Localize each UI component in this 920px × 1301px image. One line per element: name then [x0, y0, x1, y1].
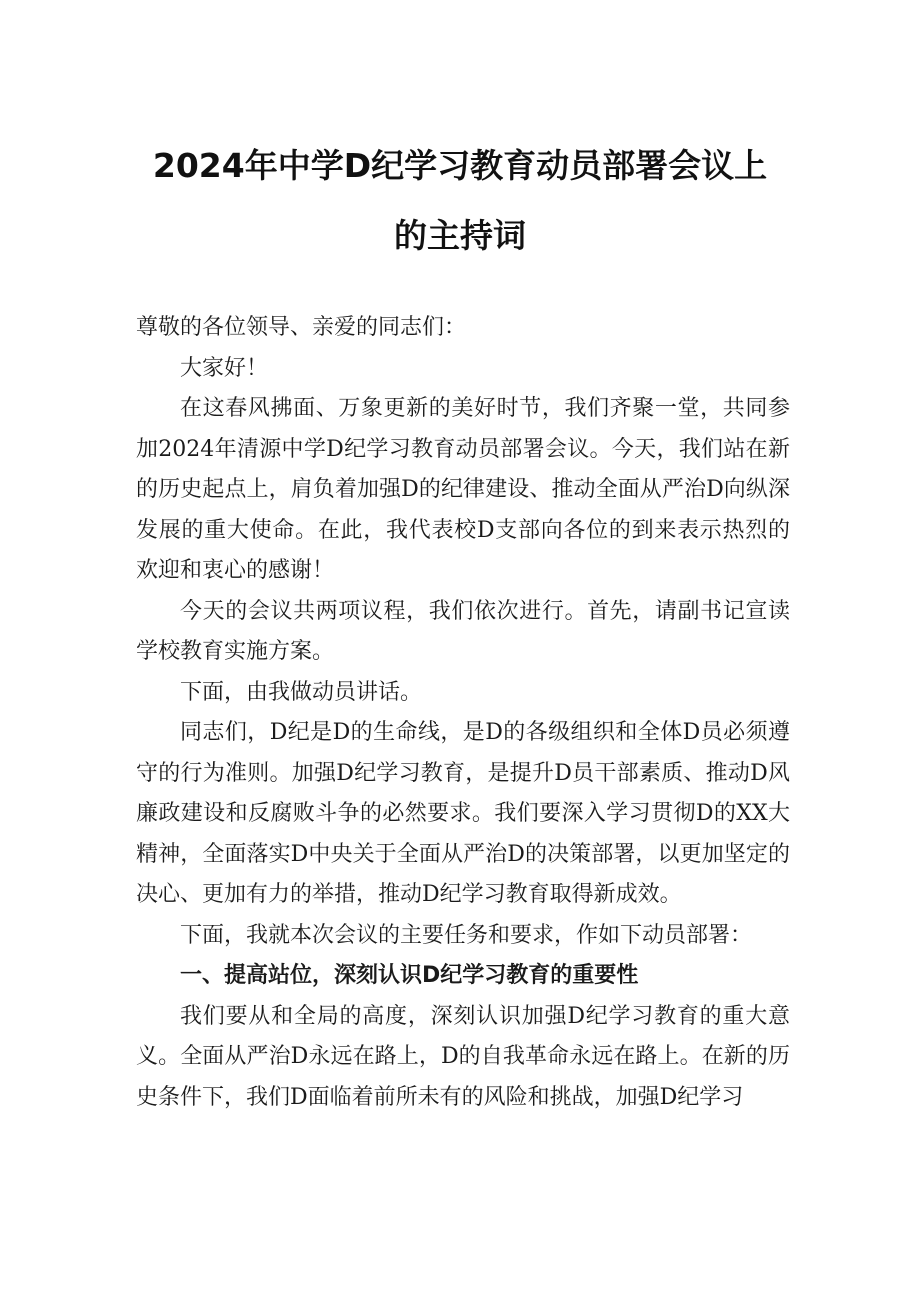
section-paragraph: 我们要从和全局的高度，深刻认识加强D纪学习教育的重大意义。全面从严治D永远在路上，D的自我革命永远在路上。在新的历史条件下，我们D面临着前所未有的风险和挑战，加强D纪学习	[136, 1003, 791, 1110]
document-body	[136, 308, 790, 1118]
salutation: 尊敬的各位领导、亲爱的同志们：	[136, 315, 467, 340]
document-title-line-1: 2024年中学D纪学习教育动员部署会议上	[152, 146, 768, 185]
paragraph: 同志们，D纪是D的生命线，是D的各级组织和全体D员必须遵守的行为准则。加强D纪学习教育，是提升D员干部素质、推动D风廉政建设和反腐败斗争的必然要求。我们要深入学习贯彻D的XX大精神，全面落实D中央关于全面从严治D的决策部署，以更加坚定的决心、更加有力的举措，推动D纪学习教育取得新成效。	[136, 720, 790, 907]
paragraph: 下面，由我做动员讲话。	[180, 679, 423, 705]
paragraph: 在这春风拂面、万象更新的美好时节，我们齐聚一堂，共同参加2024年清源中学D纪学习教育动员部署会议。今天，我们站在新的历史起点上，肩负着加强D的纪律建设、推动全面从严治D向纵深发展的重大使命。在此，我代表校D支部向各位的到来表示热烈的欢迎和衷心的感谢！	[136, 396, 790, 583]
document-title-line-2: 的主持词	[394, 216, 526, 255]
paragraph: 下面，我就本次会议的主要任务和要求，作如下动员部署：	[180, 922, 753, 948]
section-heading: 一、提高站位，深刻认识D纪学习教育的重要性	[180, 963, 639, 988]
paragraph: 今天的会议共两项议程，我们依次进行。首先，请副书记宣读学校教育实施方案。	[136, 598, 790, 664]
greeting: 大家好！	[180, 355, 269, 381]
